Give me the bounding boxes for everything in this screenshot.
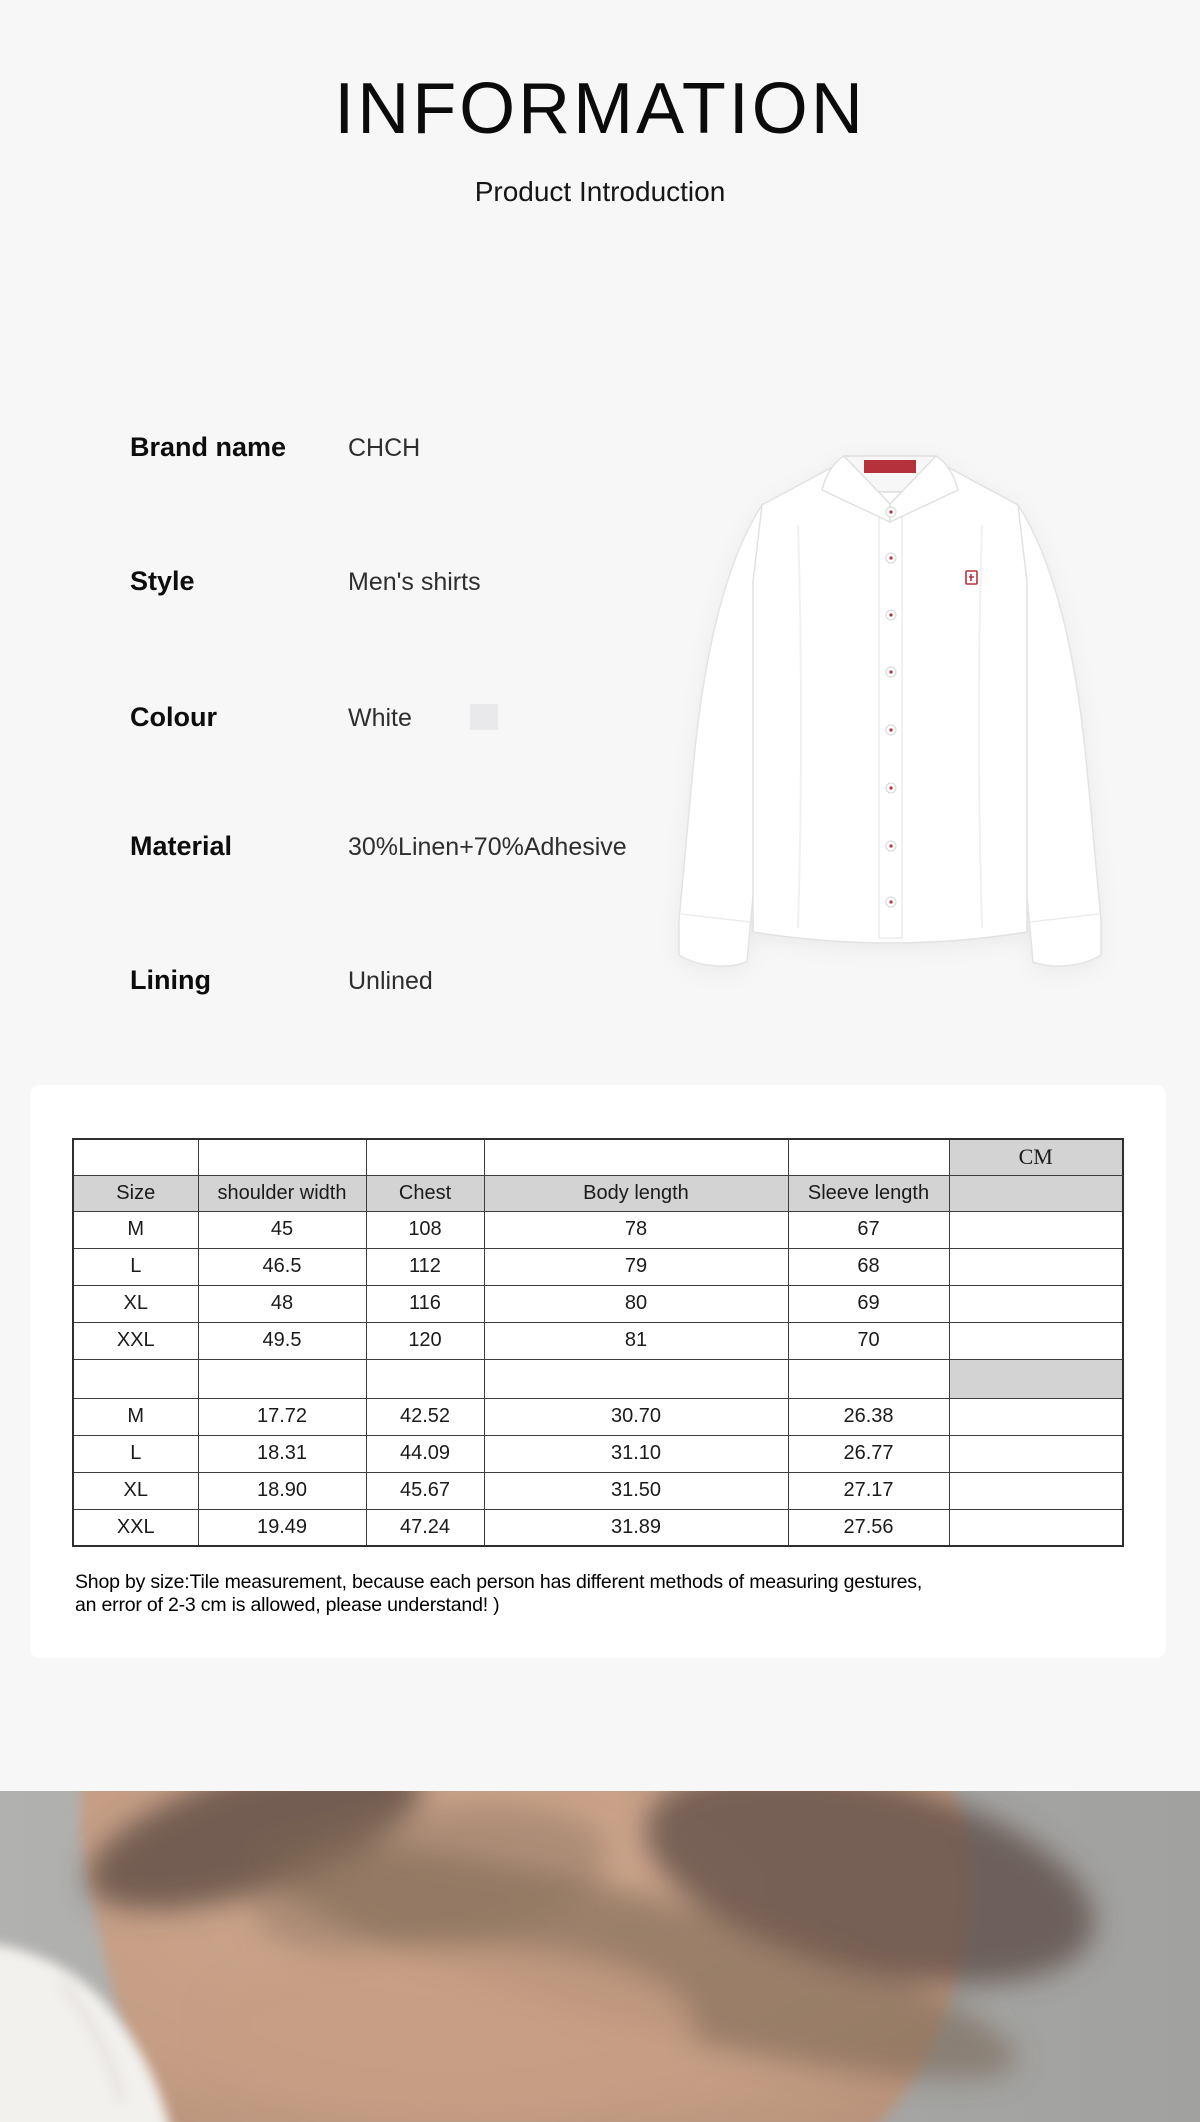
empty-cell bbox=[949, 1435, 1123, 1472]
cell-size: XL bbox=[73, 1285, 198, 1322]
header-body: Body length bbox=[484, 1175, 788, 1211]
cell-shoulder: 45 bbox=[198, 1211, 366, 1248]
cell-chest: 45.67 bbox=[366, 1472, 484, 1509]
product-shirt-image bbox=[650, 450, 1130, 980]
inch-row-xxl bbox=[73, 1509, 1123, 1546]
cell-chest: 108 bbox=[366, 1211, 484, 1248]
empty-cell bbox=[949, 1398, 1123, 1435]
cell-body: 30.70 bbox=[484, 1398, 788, 1435]
cell-body: 79 bbox=[484, 1248, 788, 1285]
inch-row-xl bbox=[73, 1472, 1123, 1509]
size-chart-card bbox=[30, 1085, 1166, 1658]
empty-cell bbox=[366, 1139, 484, 1175]
empty-cell bbox=[788, 1359, 949, 1398]
cell-shoulder: 17.72 bbox=[198, 1398, 366, 1435]
cell-shoulder: 49.5 bbox=[198, 1322, 366, 1359]
detail-row-lining bbox=[130, 965, 433, 996]
cell-body: 81 bbox=[484, 1322, 788, 1359]
page-subtitle: Product Introduction bbox=[474, 176, 726, 207]
cell-size: XXL bbox=[73, 1509, 198, 1546]
cell-sleeve: 27.56 bbox=[788, 1509, 949, 1546]
empty-cell bbox=[949, 1322, 1123, 1359]
header-size: Size bbox=[73, 1175, 198, 1211]
model-chin-photo bbox=[0, 1791, 1200, 2122]
cell-size: M bbox=[73, 1398, 198, 1435]
cell-shoulder: 48 bbox=[198, 1285, 366, 1322]
inch-row-l bbox=[73, 1435, 1123, 1472]
cell-body: 80 bbox=[484, 1285, 788, 1322]
cell-shoulder: 19.49 bbox=[198, 1509, 366, 1546]
cell-sleeve: 27.17 bbox=[788, 1472, 949, 1509]
lining-value: Unlined bbox=[348, 967, 433, 995]
unit-row bbox=[73, 1139, 1123, 1175]
cell-chest: 47.24 bbox=[366, 1509, 484, 1546]
empty-cell bbox=[484, 1359, 788, 1398]
lining-label: Lining bbox=[130, 965, 211, 995]
cm-row-m bbox=[73, 1211, 1123, 1248]
empty-cell bbox=[484, 1139, 788, 1175]
button-placket bbox=[879, 504, 902, 938]
material-label: Material bbox=[130, 831, 233, 861]
size-table bbox=[72, 1138, 1124, 1547]
colour-swatch bbox=[470, 704, 498, 730]
cell-size: M bbox=[73, 1211, 198, 1248]
cell-shoulder: 18.31 bbox=[198, 1435, 366, 1472]
cell-sleeve: 26.38 bbox=[788, 1398, 949, 1435]
style-label: Style bbox=[130, 566, 195, 596]
header-shoulder: shoulder width bbox=[198, 1175, 366, 1211]
size-note-line2: an error of 2-3 cm is allowed, please understand! ) bbox=[75, 1594, 500, 1616]
cell-chest: 116 bbox=[366, 1285, 484, 1322]
detail-row-colour bbox=[130, 702, 498, 733]
cell-chest: 120 bbox=[366, 1322, 484, 1359]
brand-value: CHCH bbox=[348, 434, 421, 462]
style-value: Men's shirts bbox=[348, 568, 481, 596]
separator-row bbox=[73, 1359, 1123, 1398]
empty-cell bbox=[949, 1285, 1123, 1322]
empty-cell bbox=[949, 1472, 1123, 1509]
empty-cell bbox=[788, 1139, 949, 1175]
size-note-line1: Shop by size:Tile measurement, because each person has different methods of measuring gestures, bbox=[75, 1571, 923, 1593]
cell-size: L bbox=[73, 1435, 198, 1472]
empty-cell bbox=[198, 1359, 366, 1398]
cm-row-xl bbox=[73, 1285, 1123, 1322]
cell-sleeve: 26.77 bbox=[788, 1435, 949, 1472]
colour-label: Colour bbox=[130, 702, 217, 732]
size-note bbox=[75, 1571, 922, 1617]
cell-body: 31.50 bbox=[484, 1472, 788, 1509]
empty-cell bbox=[366, 1359, 484, 1398]
cm-row-xxl bbox=[73, 1322, 1123, 1359]
page-title: INFORMATION bbox=[334, 69, 866, 149]
cell-body: 31.10 bbox=[484, 1435, 788, 1472]
cell-sleeve: 67 bbox=[788, 1211, 949, 1248]
cell-body: 78 bbox=[484, 1211, 788, 1248]
cell-chest: 112 bbox=[366, 1248, 484, 1285]
header-unit bbox=[949, 1175, 1123, 1211]
colour-value: White bbox=[348, 704, 412, 732]
material-value: 30%Linen+70%Adhesive bbox=[348, 833, 627, 861]
empty-cell bbox=[949, 1509, 1123, 1546]
detail-row-style bbox=[130, 566, 481, 597]
cell-sleeve: 68 bbox=[788, 1248, 949, 1285]
cell-chest: 44.09 bbox=[366, 1435, 484, 1472]
cell-body: 31.89 bbox=[484, 1509, 788, 1546]
detail-row-brand bbox=[130, 432, 420, 463]
brand-label: Brand name bbox=[130, 432, 287, 462]
empty-cell bbox=[73, 1359, 198, 1398]
empty-cell bbox=[949, 1211, 1123, 1248]
header-chest: Chest bbox=[366, 1175, 484, 1211]
cell-shoulder: 18.90 bbox=[198, 1472, 366, 1509]
empty-cell bbox=[949, 1359, 1123, 1398]
header-sleeve: Sleeve length bbox=[788, 1175, 949, 1211]
empty-cell bbox=[73, 1139, 198, 1175]
cell-size: XL bbox=[73, 1472, 198, 1509]
inch-row-m bbox=[73, 1398, 1123, 1435]
unit-label-cell: CM bbox=[949, 1139, 1123, 1175]
header-row bbox=[73, 1175, 1123, 1211]
cell-size: XXL bbox=[73, 1322, 198, 1359]
cell-size: L bbox=[73, 1248, 198, 1285]
cell-sleeve: 69 bbox=[788, 1285, 949, 1322]
cell-sleeve: 70 bbox=[788, 1322, 949, 1359]
empty-cell bbox=[198, 1139, 366, 1175]
cell-chest: 42.52 bbox=[366, 1398, 484, 1435]
cm-row-l bbox=[73, 1248, 1123, 1285]
empty-cell bbox=[949, 1248, 1123, 1285]
detail-row-material bbox=[130, 831, 627, 862]
collar-brand-label bbox=[864, 460, 916, 473]
cell-shoulder: 46.5 bbox=[198, 1248, 366, 1285]
